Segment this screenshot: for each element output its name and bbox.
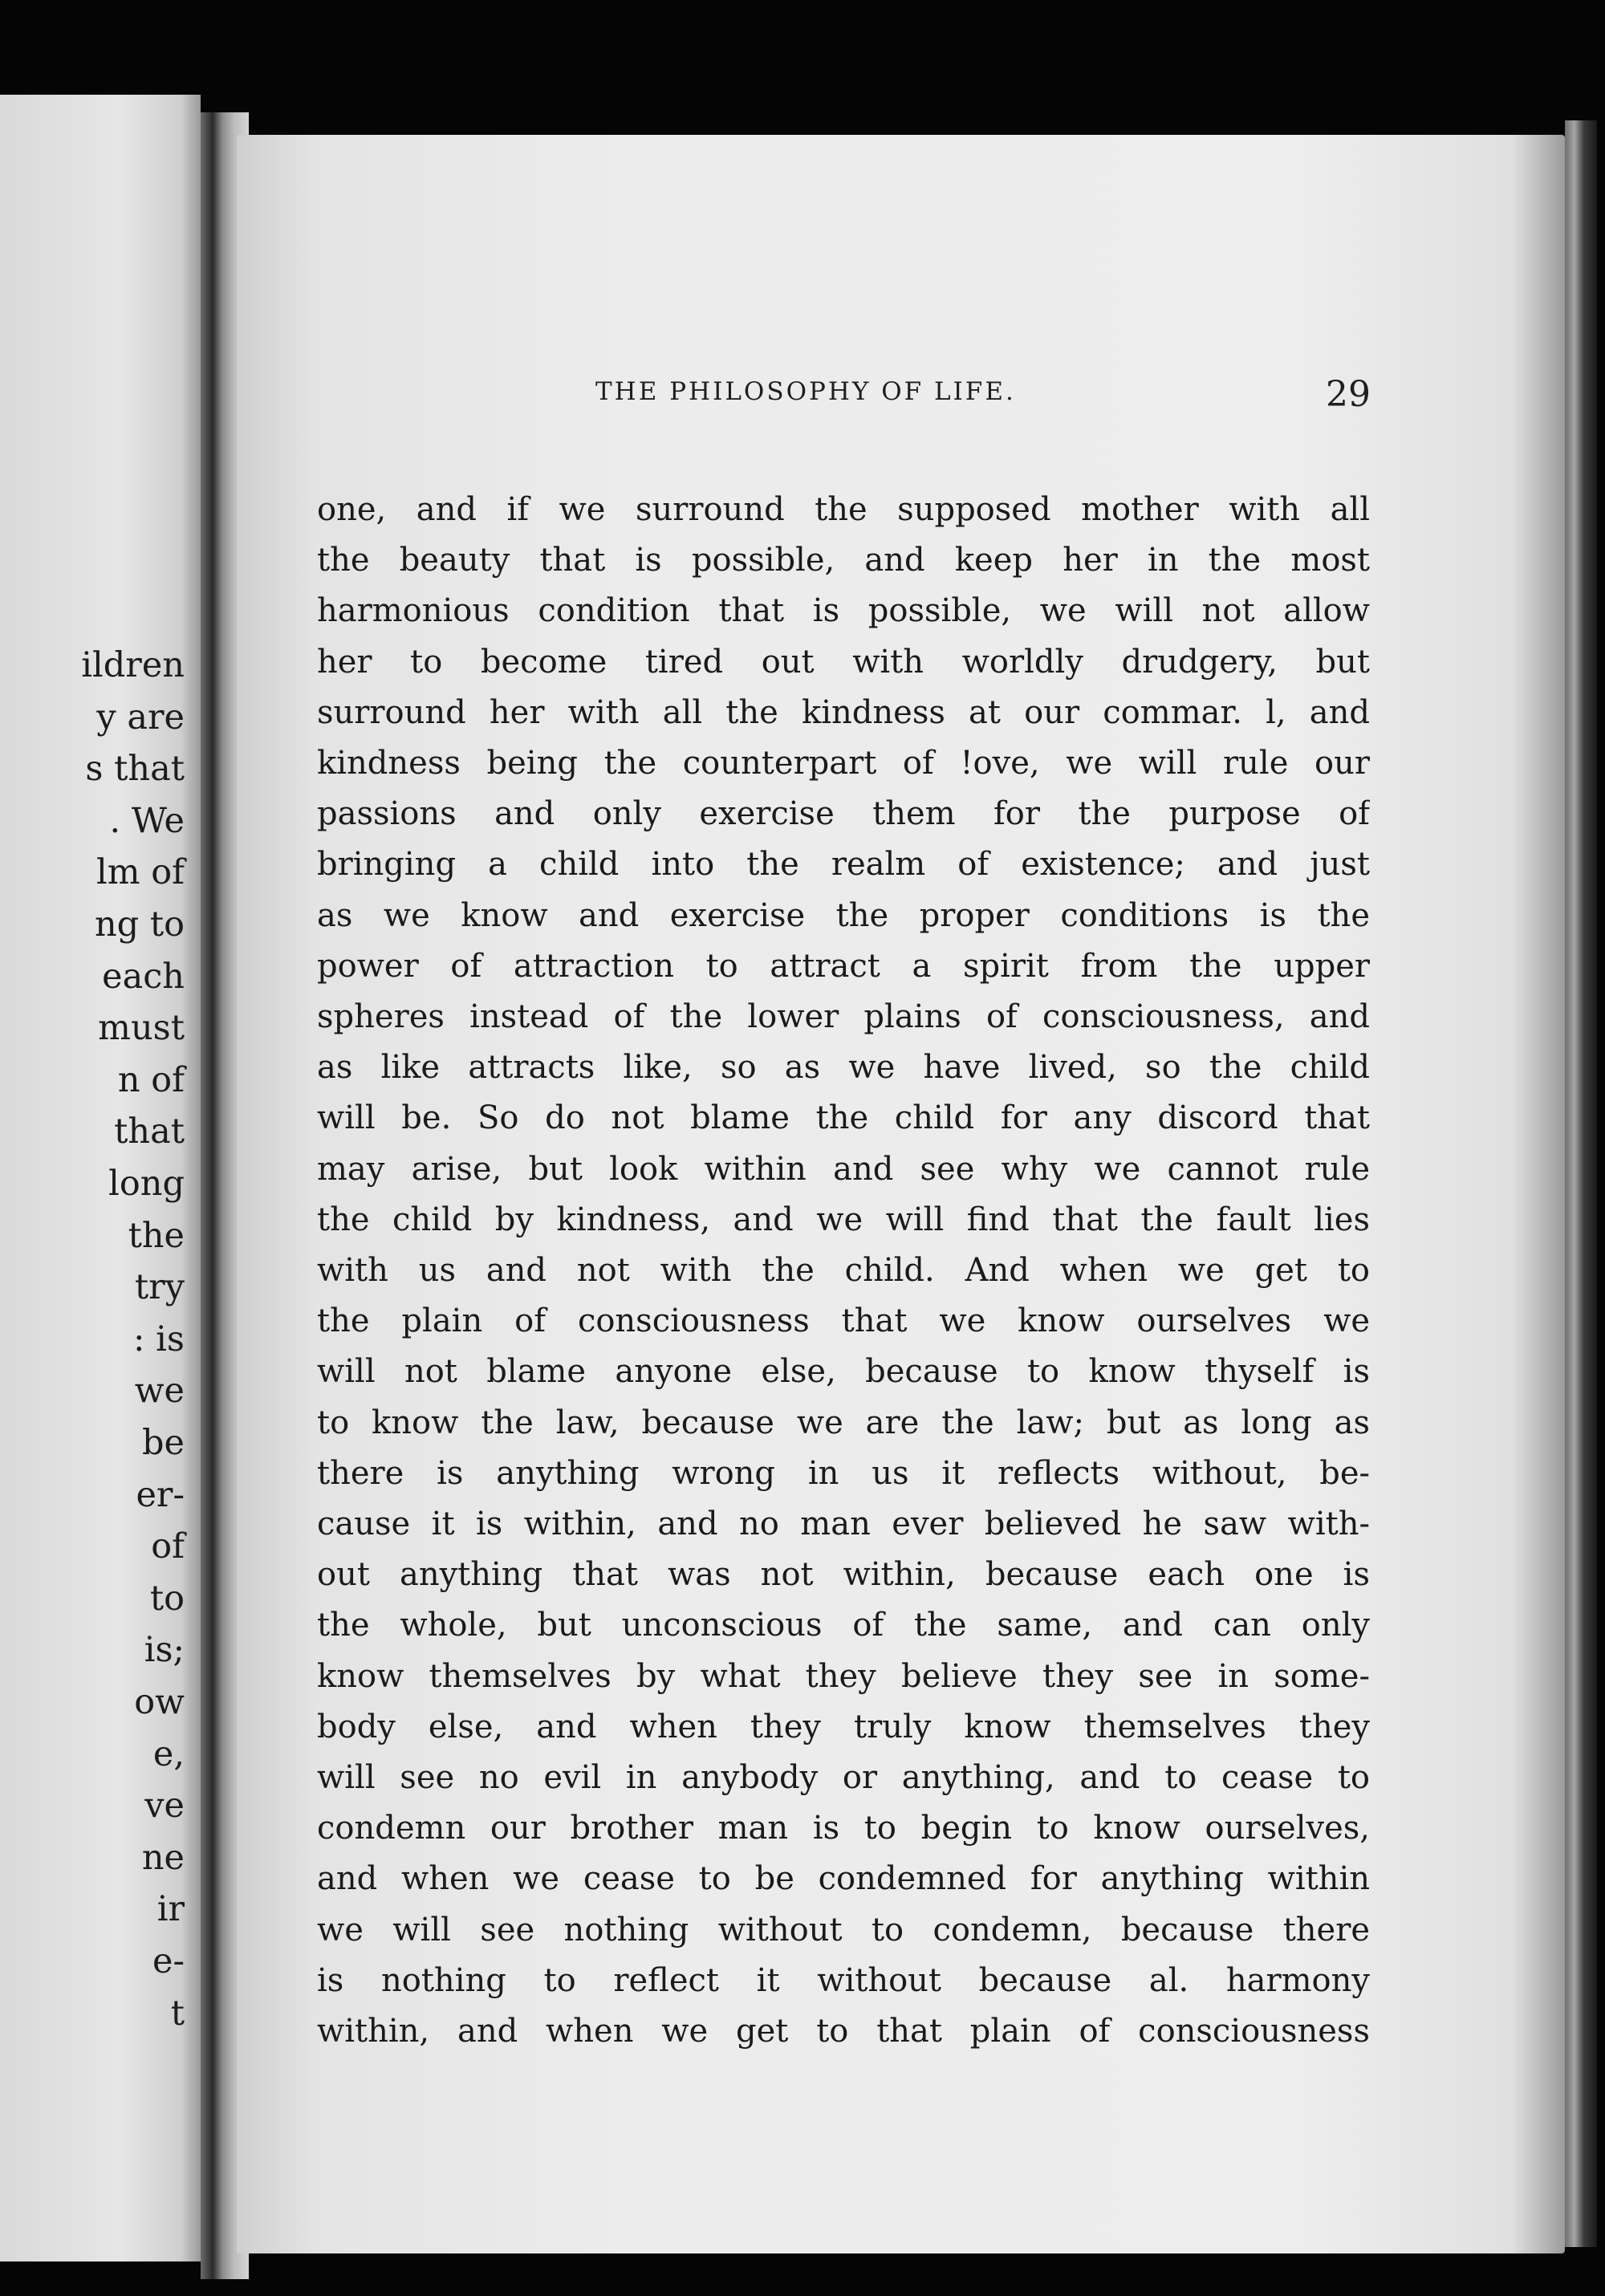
text-line: and when we cease to be condemned for anything within [317,1860,1370,1898]
text-line: body else, and when they truly know themselves they [317,1708,1370,1745]
text-line: kindness being the counterpart of !ove, we will rule our [317,745,1370,782]
text-line: will be. So do not blame the child for any discord that [317,1099,1370,1137]
text-line: surround her with all the kindness at our commar. l, and [317,693,1370,731]
running-head: THE PHILOSOPHY OF LIFE. [595,377,1016,406]
text-line: to know the law, because we are the law; but as long as [317,1404,1370,1441]
facing-text-fragment: n of [117,1059,185,1100]
text-line: within, and when we get to that plain of consciousness [317,2013,1370,2050]
facing-text-fragment: : is [133,1319,185,1359]
text-line: with us and not with the child. And when we get to [317,1252,1370,1289]
facing-text-fragment: that [114,1111,185,1152]
text-line: is nothing to reflect it without because al. harmony [317,1961,1370,1999]
text-line: will see no evil in anybody or anything, and to cease to [317,1759,1370,1796]
facing-text-fragment: the [128,1215,185,1256]
facing-page-left [0,95,201,2261]
text-line: her to become tired out with worldly drudgery, but [317,643,1370,681]
text-line: power of attraction to attract a spirit from the upper [317,947,1370,985]
facing-text-fragment: ildren [81,645,185,685]
text-line: cause it is within, and no man ever believed he saw with- [317,1506,1370,1542]
facing-text-fragment: s that [85,749,185,790]
text-line: bringing a child into the realm of existence; and just [317,846,1370,884]
facing-text-fragment: . We [109,800,185,841]
facing-text-fragment: long [108,1164,185,1204]
text-line: the whole, but unconscious of the same, and can only [317,1607,1370,1644]
facing-text-fragment: ve [144,1786,185,1827]
facing-text-fragment: we [134,1371,185,1412]
text-line: as we know and exercise the proper conditions is the [317,896,1370,934]
text-line: may arise, but look within and see why we cannot rule [317,1150,1370,1188]
text-line: spheres instead of the lower plains of consciousness, and [317,998,1370,1035]
facing-text-fragment: e- [152,1941,185,1981]
facing-text-fragment: must [98,1008,185,1049]
page-number: 29 [1326,374,1371,415]
text-line: harmonious condition that is possible, we will not allow [317,592,1370,630]
text-line: there is anything wrong in us it reflects without, be- [317,1454,1370,1492]
facing-text-fragment: each [102,956,185,997]
text-line: the plain of consciousness that we know ourselves we [317,1302,1370,1340]
page-edge-shadow [1565,120,1597,2247]
facing-text-fragment: y are [96,697,185,738]
facing-text-fragment: t [170,1993,185,2034]
text-line: will not blame anyone else, because to know thyself is [317,1353,1370,1391]
facing-text-fragment: is; [144,1630,185,1671]
text-line: know themselves by what they believe they see in some- [317,1657,1370,1695]
facing-text-fragment: ow [134,1682,185,1722]
text-line: one, and if we surround the supposed mother with all [317,491,1370,528]
facing-text-fragment: ng to [94,904,185,945]
facing-text-fragment: be [142,1423,185,1463]
facing-text-fragment: e, [152,1733,185,1774]
facing-text-fragment: try [134,1267,185,1308]
text-line: condemn our brother man is to begin to know ourselves, [317,1810,1370,1847]
text-line: we will see nothing without to condemn, because there [317,1911,1370,1949]
text-line: out anything that was not within, because each one is [317,1556,1370,1594]
text-line: the child by kindness, and we will find that the fault lies [317,1201,1370,1238]
text-line: the beauty that is possible, and keep her in the most [317,542,1370,579]
facing-text-fragment: er- [136,1474,185,1515]
facing-text-fragment: of [151,1526,185,1567]
text-line: as like attracts like, so as we have lived, so the child [317,1049,1370,1087]
text-line: passions and only exercise them for the purpose of [317,795,1370,833]
facing-text-fragment: lm of [96,852,185,893]
facing-text-fragment: to [149,1578,185,1619]
facing-text-fragment: ir [156,1889,185,1930]
facing-text-fragment: ne [141,1837,185,1878]
